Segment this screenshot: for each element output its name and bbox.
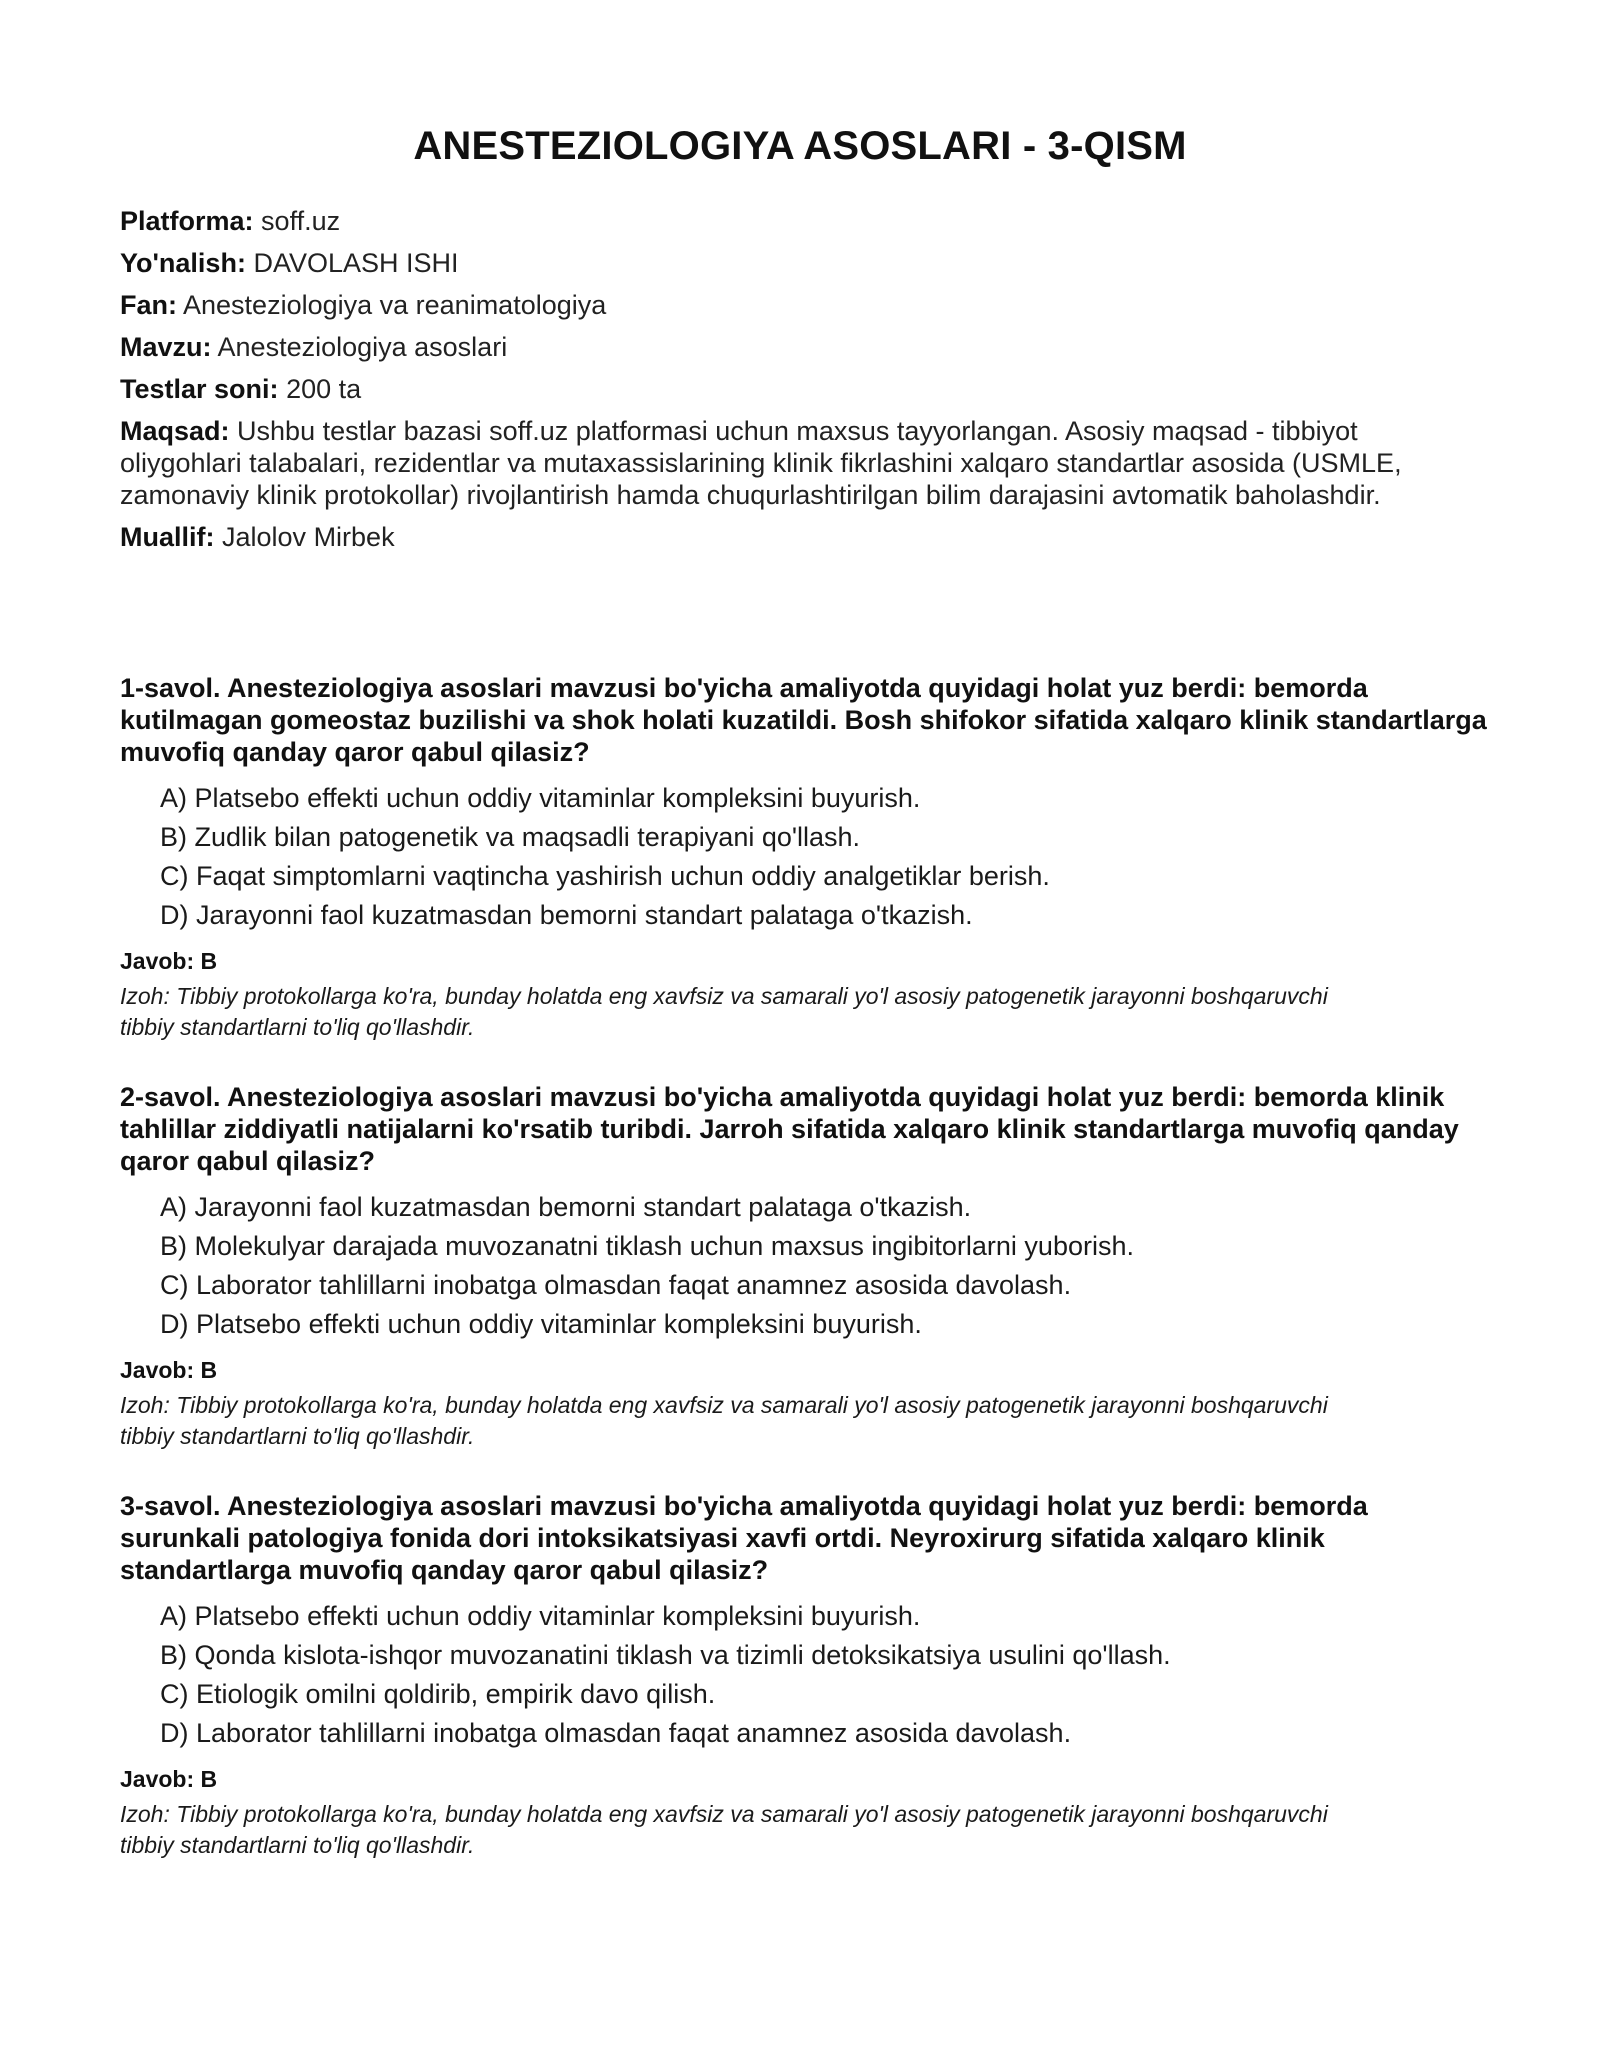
document-title: ANESTEZIOLOGIYA ASOSLARI - 3-QISM	[413, 124, 1187, 168]
question-text: 2-savol. Anesteziologiya asoslari mavzusi bo'yicha amaliyotda quyidagi holat yuz berdi: bemorda klinik tahlillar ziddiyatli natijalarni ko'rsatib turibdi. Jarroh sifatida xalqaro klinik standartlarga muvofiq qanday qaror qabul qilasiz?	[120, 1082, 1459, 1176]
meta-label: Fan:	[120, 290, 177, 320]
explanation-text: Izoh: Tibbiy protokollarga ko'ra, bunday holatda eng xavfsiz va samarali yo'l asosiy patogenetik jarayonni boshqaruvchi tibbiy standartlarni to'liq qo'llashdir.	[120, 983, 1328, 1040]
question-1	[120, 672, 1490, 1043]
meta-value: Anesteziologiya va reanimatologiya	[183, 290, 607, 320]
meta-mavzu	[120, 331, 1480, 363]
option-d: D) Laborator tahlillarni inobatga olmasdan faqat anamnez asosida davolash.	[160, 1718, 1072, 1748]
meta-label: Maqsad:	[120, 416, 230, 446]
meta-value: soff.uz	[261, 206, 341, 236]
option-d: D) Platsebo effekti uchun oddiy vitaminlar kompleksini buyurish.	[160, 1309, 922, 1339]
answer-label: Javob: B	[120, 948, 218, 974]
meta-value: Ushbu testlar bazasi soff.uz platformasi uchun maxsus tayyorlangan. Asosiy maqsad - tibbiyot oliygohlari talabalari, rezidentlar va mutaxassislarining klinik fikrlashini xalqaro standartlar asosida (USMLE, zamonaviy klinik protokollar) rivojlantirish hamda chuqurlashtirilgan bilim darajasini avtomatik baholashdir.	[120, 416, 1402, 510]
option-c: C) Faqat simptomlarni vaqtincha yashirish uchun oddiy analgetiklar berish.	[160, 861, 1050, 891]
meta-testlar-soni	[120, 373, 1480, 405]
meta-value: Jalolov Mirbek	[222, 522, 395, 552]
question-text: 1-savol. Anesteziologiya asoslari mavzusi bo'yicha amaliyotda quyidagi holat yuz berdi: bemorda kutilmagan gomeostaz buzilishi va shok holati kuzatildi. Bosh shifokor sifatida xalqaro klinik standartlarga muvofiq qanday qaror qabul qilasiz?	[120, 673, 1487, 767]
option-b: B) Molekulyar darajada muvozanatni tiklash uchun maxsus ingibitorlarni yuborish.	[160, 1231, 1134, 1261]
metadata-block	[120, 205, 1480, 563]
meta-fan	[120, 289, 1480, 321]
meta-yonalish	[120, 247, 1480, 279]
explanation-text: Izoh: Tibbiy protokollarga ko'ra, bunday holatda eng xavfsiz va samarali yo'l asosiy patogenetik jarayonni boshqaruvchi tibbiy standartlarni to'liq qo'llashdir.	[120, 1392, 1328, 1449]
option-b: B) Qonda kislota-ishqor muvozanatini tiklash va tizimli detoksikatsiya usulini qo'llash.	[160, 1640, 1171, 1670]
option-d: D) Jarayonni faol kuzatmasdan bemorni standart palataga o'tkazish.	[160, 900, 973, 930]
meta-platforma	[120, 205, 1480, 237]
question-2	[120, 1081, 1490, 1452]
explanation-text: Izoh: Tibbiy protokollarga ko'ra, bunday holatda eng xavfsiz va samarali yo'l asosiy patogenetik jarayonni boshqaruvchi tibbiy standartlarni to'liq qo'llashdir.	[120, 1801, 1328, 1858]
option-a: A) Jarayonni faol kuzatmasdan bemorni standart palataga o'tkazish.	[160, 1192, 972, 1222]
question-3	[120, 1490, 1490, 1861]
answer-label: Javob: B	[120, 1766, 218, 1792]
answer-label: Javob: B	[120, 1357, 218, 1383]
meta-label: Testlar soni:	[120, 374, 279, 404]
meta-muallif	[120, 521, 1480, 553]
meta-maqsad	[120, 415, 1480, 511]
meta-label: Muallif:	[120, 522, 215, 552]
meta-value: 200 ta	[286, 374, 362, 404]
meta-label: Yo'nalish:	[120, 248, 246, 278]
meta-value: DAVOLASH ISHI	[253, 248, 459, 278]
option-a: A) Platsebo effekti uchun oddiy vitaminlar kompleksini buyurish.	[160, 783, 921, 813]
option-b: B) Zudlik bilan patogenetik va maqsadli terapiyani qo'llash.	[160, 822, 861, 852]
meta-value: Anesteziologiya asoslari	[217, 332, 508, 362]
option-c: C) Laborator tahlillarni inobatga olmasdan faqat anamnez asosida davolash.	[160, 1270, 1072, 1300]
meta-label: Mavzu:	[120, 332, 212, 362]
option-a: A) Platsebo effekti uchun oddiy vitaminlar kompleksini buyurish.	[160, 1601, 921, 1631]
option-c: C) Etiologik omilni qoldirib, empirik davo qilish.	[160, 1679, 716, 1709]
meta-label: Platforma:	[120, 206, 254, 236]
question-text: 3-savol. Anesteziologiya asoslari mavzusi bo'yicha amaliyotda quyidagi holat yuz berdi: bemorda surunkali patologiya fonida dori intoksikatsiyasi xavfi ortdi. Neyroxirurg sifatida xalqaro klinik standartlarga muvofiq qanday qaror qabul qilasiz?	[120, 1491, 1368, 1585]
